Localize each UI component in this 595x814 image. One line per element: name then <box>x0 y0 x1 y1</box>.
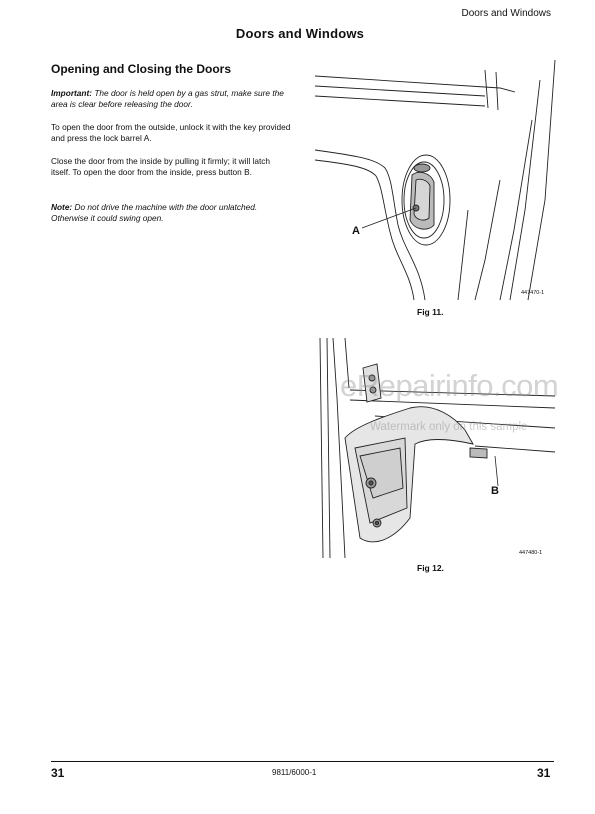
note-label: Note: <box>51 202 73 212</box>
important-note <box>51 88 291 109</box>
watermark-sub: Watermark only on this sample <box>370 421 528 433</box>
fig11-illustration <box>300 60 560 305</box>
page-number-left: 31 <box>51 766 65 780</box>
important-text: The door is held open by a gas strut, make sure the area is clear before releasing the door. <box>51 88 284 109</box>
page-title: Doors and Windows <box>235 26 365 41</box>
running-header: Doors and Windows <box>461 8 551 19</box>
fig12-code: 447480-1 <box>519 550 543 556</box>
callout-b: B <box>491 485 499 497</box>
note-unlatched <box>51 202 291 223</box>
page-number-right: 31 <box>537 766 551 780</box>
important-label: Important: <box>51 88 93 98</box>
paragraph-open-outside: To open the door from the outside, unlock it with the key provided and press the lock barrel A. <box>51 122 291 143</box>
fig12-caption: Fig 12. <box>417 563 444 573</box>
fig11-code: 447470-1 <box>521 290 545 296</box>
note-text: Do not drive the machine with the door unlatched. Otherwise it could swing open. <box>51 202 258 223</box>
footer-rule <box>51 761 554 762</box>
fig11-caption: Fig 11. <box>417 307 444 317</box>
section-heading: Opening and Closing the Doors <box>51 62 231 76</box>
callout-a: A <box>352 225 360 237</box>
watermark-main: eRepairinfo.com <box>340 368 559 403</box>
document-code: 9811/6000-1 <box>272 768 317 777</box>
paragraph-close-inside: Close the door from the inside by pulling it firmly; it will latch itself. To open the door from the inside, press button B. <box>51 156 271 177</box>
